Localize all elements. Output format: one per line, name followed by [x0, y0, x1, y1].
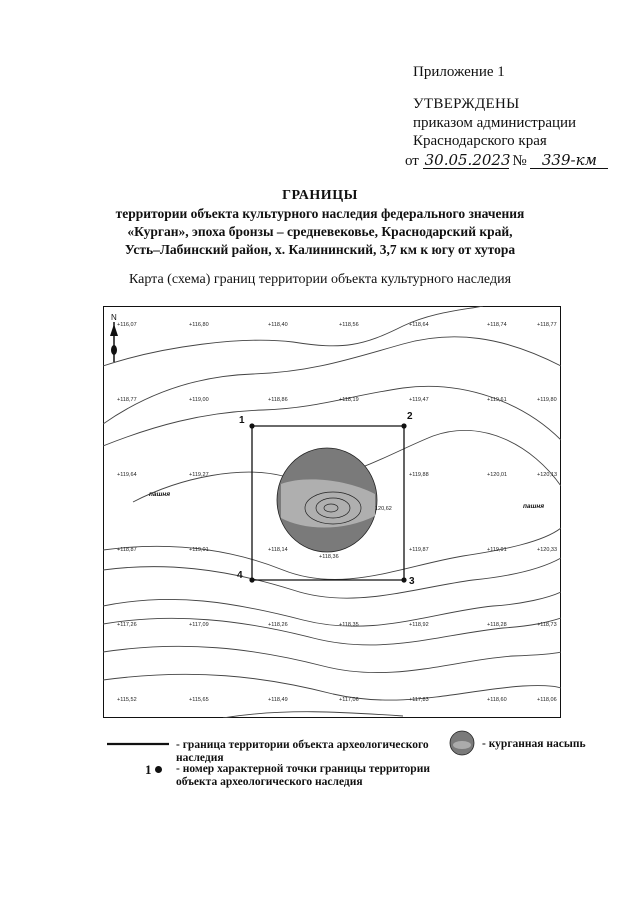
svg-text:+118,87: +118,87	[117, 547, 137, 553]
point-label-1: 1	[239, 415, 245, 426]
map-subtitle: Карта (схема) границ территории объекта культурного наследия	[128, 272, 512, 287]
svg-text:+119,00: +119,00	[189, 397, 209, 403]
approved-heading: УТВЕРЖДЕНЫ	[413, 96, 520, 112]
svg-text:+115,52: +115,52	[117, 697, 137, 703]
svg-text:+118,26: +118,26	[268, 622, 288, 628]
svg-text:+118,49: +118,49	[268, 697, 288, 703]
title-line-2: «Курган», эпоха бронзы – средневековье, Краснодарский край,	[127, 224, 513, 239]
legend-boundary-text-1: - граница территории объекта археологического	[176, 739, 429, 751]
order-date-number	[405, 152, 608, 170]
boundary-point-2	[401, 423, 406, 428]
boundary-point-4	[249, 577, 254, 582]
svg-text:+119,27: +119,27	[189, 472, 209, 478]
north-label: N	[111, 313, 117, 322]
title-line-1: территории объекта культурного наследия федерального значения	[115, 206, 525, 221]
svg-text:+118,77: +118,77	[537, 322, 557, 328]
field-label-west: пашня	[149, 491, 171, 498]
svg-text:+118,74: +118,74	[487, 322, 507, 328]
title-line-3: Усть–Лабинский район, х. Калининский, 3,7 км к югу от хутора	[124, 242, 516, 257]
date-prefix: от	[405, 153, 419, 169]
legend-point-text-2: объекта археологического наследия	[176, 776, 363, 788]
boundary-point-3	[401, 577, 406, 582]
legend-boundary-text-2: наследия	[176, 752, 224, 764]
svg-text:+118,36: +118,36	[319, 554, 339, 560]
date-value: 30.05.2023	[424, 151, 511, 169]
svg-text:+118,06: +118,06	[537, 697, 557, 703]
svg-text:+117,26: +117,26	[117, 622, 137, 628]
point-label-3: 3	[409, 576, 415, 587]
center-elevation: 120,62	[375, 506, 392, 512]
number-value: 339-км	[530, 152, 608, 169]
legend-boundary-line	[107, 739, 171, 749]
svg-text:+117,09: +117,09	[189, 622, 209, 628]
legend-point-dot-icon	[155, 766, 162, 773]
boundary-map	[103, 306, 561, 718]
svg-text:+119,91: +119,91	[487, 547, 507, 553]
boundary-point-1	[249, 423, 254, 428]
svg-text:+119,80: +119,80	[537, 397, 557, 403]
svg-text:+115,65: +115,65	[189, 697, 209, 703]
appendix-label: Приложение 1	[413, 64, 505, 80]
svg-text:+118,56: +118,56	[339, 322, 359, 328]
svg-text:+119,61: +119,61	[487, 397, 507, 403]
point-label-2: 2	[407, 411, 413, 422]
point-label-4: 4	[237, 570, 243, 581]
svg-text:+118,40: +118,40	[268, 322, 288, 328]
svg-text:+119,88: +119,88	[409, 472, 429, 478]
svg-text:+119,87: +119,87	[409, 547, 429, 553]
svg-text:+118,14: +118,14	[268, 547, 288, 553]
order-line-1: приказом администрации	[413, 115, 577, 131]
svg-text:+118,28: +118,28	[487, 622, 507, 628]
document-title: ГРАНИЦЫ	[282, 188, 358, 203]
svg-text:+119,64: +119,64	[117, 472, 137, 478]
svg-text:+118,73: +118,73	[537, 622, 557, 628]
svg-text:+120,33: +120,33	[537, 547, 558, 553]
legend-mound-text: - курганная насыпь	[482, 738, 586, 750]
svg-text:+118,19: +118,19	[339, 397, 359, 403]
svg-text:+119,01: +119,01	[189, 547, 209, 553]
svg-text:+117,83: +117,83	[409, 697, 429, 703]
svg-text:+116,07: +116,07	[117, 322, 137, 328]
number-label: №	[512, 153, 527, 169]
legend-mound-swatch	[447, 728, 477, 758]
legend-point-text-1: - номер характерной точки границы территории	[176, 763, 430, 775]
svg-text:+118,64: +118,64	[409, 322, 429, 328]
field-label-east: пашня	[523, 503, 545, 510]
svg-text:+120,13: +120,13	[537, 472, 558, 478]
svg-text:+118,86: +118,86	[268, 397, 288, 403]
svg-text:+118,35: +118,35	[339, 622, 359, 628]
svg-text:+117,06: +117,06	[339, 697, 359, 703]
svg-text:+120,01: +120,01	[487, 472, 508, 478]
order-line-2: Краснодарского края	[413, 133, 547, 149]
legend-point-marker	[145, 762, 162, 778]
svg-text:+116,80: +116,80	[189, 322, 209, 328]
svg-text:+118,92: +118,92	[409, 622, 429, 628]
svg-text:+118,77: +118,77	[117, 397, 137, 403]
svg-text:+118,60: +118,60	[487, 697, 507, 703]
svg-text:+119,47: +119,47	[409, 397, 429, 403]
legend-point-number: 1	[145, 762, 152, 777]
